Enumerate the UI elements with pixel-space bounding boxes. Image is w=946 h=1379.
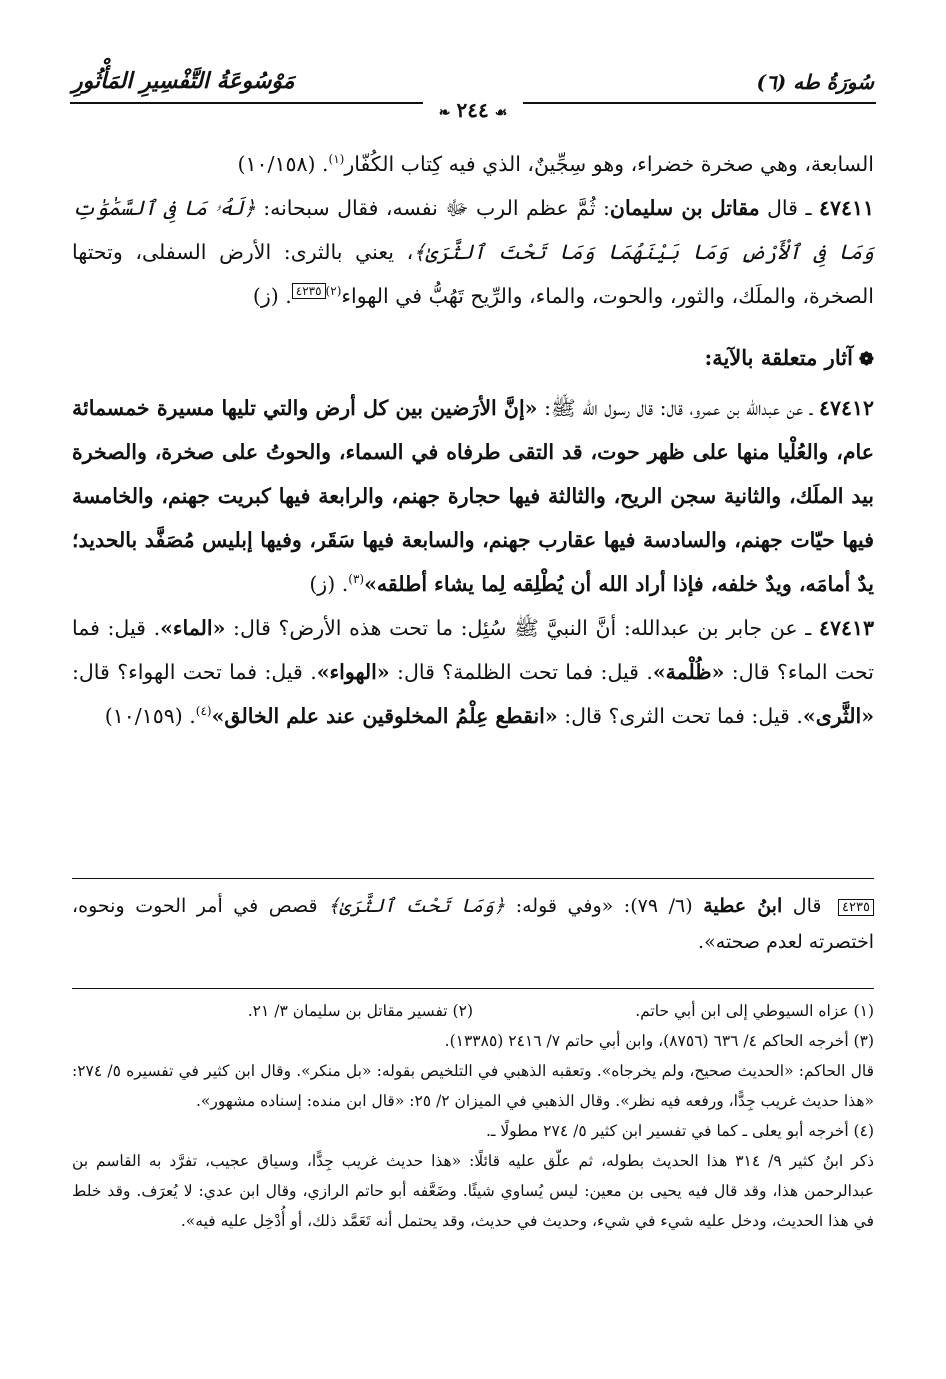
athar-number: ٤٧٤١١ <box>818 196 875 220</box>
scholar-name: ابنُ عطية <box>703 895 783 917</box>
footnote-4: (٤) أخرجه أبو يعلى ـ كما في تفسير ابن كثير ٥/ ٢٧٤ مطولًا ـ. <box>485 1122 874 1140</box>
hadith-answer: «الثَّرى» <box>802 704 874 728</box>
quran-verse: ﴿لَهُۥ مَا فِى ٱلسَّمَٰوَٰتِ وَمَا فِى ٱلْأَرْضِ وَمَا بَيْنَهُمَا وَمَا تَحْتَ ٱلثَّرَىٰ﴾ <box>72 196 874 264</box>
footnote-3-comment: قال الحاكم: «الحديث صحيح، ولم يخرجاه». وتعقبه الذهبي في التلخيص بقوله: «بل منكر». وقال ابن كثير في تفسيره ٥/ ٢٧٤: «هذا حديث غريب جِدًّا، ورفعه فيه نظر». وقال الذهبي في الميزان ٢/ ٢٥: «قال ابن منده: إسناده مشهور». <box>72 1062 874 1110</box>
editor-note-separator <box>72 878 874 879</box>
editor-note-ref: ٤٢٣٥ <box>292 283 326 299</box>
paragraph-continuation <box>72 142 874 186</box>
hadith-answer: «ظُلْمة» <box>652 660 725 684</box>
page-number: ٢٤٤ <box>456 98 489 122</box>
section-heading-text: آثار متعلقة بالآية: <box>704 345 853 370</box>
paragraph-text: ـ عن جابر بن عبدالله: أنَّ النبيَّ ﷺ سُئِل: ما تحت هذه الأرض؟ قال: <box>225 616 819 640</box>
ornament-icon: ☙ <box>494 105 508 121</box>
paragraph-text: السابعة، وهي صخرة خضراء، وهو سِجِّينٌ، الذي فيه كِتاب الكُفّار <box>344 152 874 176</box>
footnote-marker: (١) <box>328 152 345 167</box>
athar-number: ٤٧٤١٢ <box>818 396 874 420</box>
footnote-4-comment: ذكر ابنُ كثير ٩/ ٣١٤ هذا الحديث بطوله، ثم علّق عليه قائلًا: «هذا حديث غريب جِدًّا، وسياق عجيب، تفرَّد به القاسم بن عبدالرحمن هذا، وقد قال فيه يحيى بن معين: ليس يُساوي شيئًا. وضَعَّفه أبو حاتم الرازي، وقال ابن عدي: لا يُعرَف. وقد خلط في هذا الحديث، ودخل عليه شيء في شيء، وحديث في حديث، وقد يحتمل أنه تَعَمَّد ذلك، أو أُدْخِل عليه فيه». <box>72 1152 874 1230</box>
scope-reference: . (ز) <box>252 284 292 308</box>
hadith-text: «إنَّ الأرَضين بين كل أرض والتي تليها مسيرة خمسمائة عام، والعُلْيا منها على ظهر حوت، قد التقى طرفاه في السماء، والحوتُ على صخرة، والصخرة بيد الملَك، والثانية سجن الريح، والثالثة فيها حجارة جهنم، والرابعة فيها كبريت جهنم، والخامسة فيها حيّات جهنم، والسادسة فيها عقارب جهنم، والسابعة فيها سَقَر، وفيها إبليس مُصَفَّد بالحديد؛ يدٌ أمامَه، ويدٌ خلفه، فإذا أراد الله أن يُطْلِقه لِما يشاء أطلقه» <box>72 396 874 596</box>
note-text: قصص في أمر الحوت ونحوه، اختصرته لعدم صحته». <box>72 895 874 953</box>
hadith-answer: «الهواء» <box>316 660 390 684</box>
athar-47411 <box>72 186 874 318</box>
running-title-surah: سُورَةُ طه (٦) <box>756 70 874 94</box>
flower-icon: ❁ <box>858 349 874 370</box>
athar-47412 <box>72 386 874 606</box>
hadith-answer: «انقطع عِلْمُ المخلوقين عند علم الخالق» <box>211 704 558 728</box>
section-heading <box>72 336 874 382</box>
footnotes <box>72 996 874 1236</box>
page-number-wrap <box>0 98 946 124</box>
paragraph-text: . قيل: فما تحت الثرى؟ قال: <box>557 704 803 728</box>
footnote-3: (٣) أخرجه الحاكم ٤/ ٦٣٦ (٨٧٥٦)، وابن أبي حاتم ٧/ ٢٤١٦ (١٣٣٨٥). <box>444 1032 874 1050</box>
editor-note <box>72 888 874 960</box>
note-text: : «وفي قوله: <box>505 895 631 917</box>
paragraph-text: ، يعني بالثرى: الأرض السفلى، وتحتها الصخرة، والملَك، والثور، والحوت، والماء، والرِّيح تَهُبُّ في الهواء <box>72 240 874 308</box>
athar-number: ٤٧٤١٣ <box>818 616 874 640</box>
footnote-separator <box>72 988 874 989</box>
footnote-row <box>72 996 874 1026</box>
paragraph-text: ـ قال <box>759 196 819 220</box>
footnote-marker: (٢) <box>325 284 342 299</box>
footnote-2: (٢) تفسير مقاتل بن سليمان ٣/ ٢١. <box>247 1002 473 1020</box>
paragraph-text: : ثُمَّ عظم الرب ﷻ نفسه، فقال سبحانه: <box>255 196 610 220</box>
paragraph-text: . قيل: فما تحت الماء؟ قال: <box>72 616 874 684</box>
volume-reference: . (١٠/١٥٩) <box>104 704 196 728</box>
paragraph-text: . قيل: فما تحت الهواء؟ قال: <box>72 660 317 684</box>
ornament-icon: ❧ <box>438 105 451 121</box>
main-text <box>72 142 874 738</box>
page-number-box <box>423 98 524 122</box>
footnote-1: (١) عزاه السيوطي إلى ابن أبي حاتم. <box>635 1002 874 1020</box>
editor-note-number: ٤٢٣٥ <box>838 899 874 916</box>
volume-reference: . (١٠/١٥٨) <box>237 152 329 176</box>
paragraph-text: ـ عن عبدالله بن عمرو، قال: قال رسول الله ﷺ: <box>537 396 819 420</box>
footnote-marker: (٤) <box>195 704 212 719</box>
footnote-marker: (٣) <box>348 572 365 587</box>
note-text: قال <box>782 895 833 917</box>
narrator-name: مقاتل بن سليمان <box>609 196 760 220</box>
scope-reference: . (ز) <box>309 572 349 596</box>
quran-verse: ﴿وَمَا تَحْتَ ٱلثَّرَىٰ﴾ <box>328 895 506 917</box>
note-citation: (٦/ ٧٩) <box>630 895 704 917</box>
athar-47413 <box>72 606 874 738</box>
hadith-answer: «الماء» <box>160 616 226 640</box>
running-title-book: مَوْسُوعَةُ التَّفْسِيرِ المَأْثُورِ <box>72 68 295 94</box>
paragraph-text: . قيل: فما تحت الظلمة؟ قال: <box>389 660 653 684</box>
